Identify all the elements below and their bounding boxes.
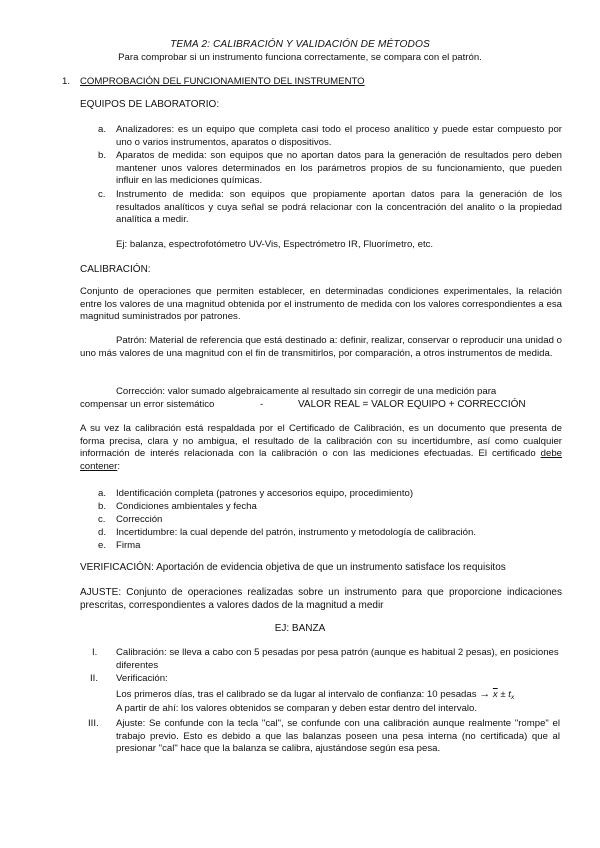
example-item-line2: A partir de ahí: los valores obtenidos se comparan y deben estar dentro del intervalo. bbox=[116, 703, 478, 714]
t-subscript: x bbox=[510, 694, 515, 701]
correccion-dash: - bbox=[260, 399, 264, 410]
verificacion-paragraph: VERIFICACIÓN: Aportación de evidencia objetiva de que un instrumento satisface los requisitos bbox=[80, 562, 506, 573]
example-item: Calibración: se lleva a cabo con 5 pesadas por pesa patrón (aunque es habitual 2 pesas), en posiciones diferentes bbox=[116, 647, 559, 671]
list-marker: b. bbox=[98, 501, 107, 512]
patron-paragraph: Patrón: Material de referencia que está destinado a: definir, realizar, conservar o reproducir una unidad o uno más valores de una magnitud con el fin de transmitirlos, por comparación, a otros instrumentos de medida. bbox=[80, 335, 562, 359]
list-marker: c. bbox=[98, 189, 106, 200]
example-heading: EJ: BANZA bbox=[274, 623, 326, 634]
correccion-paragraph: Corrección: valor sumado algebraicamente al resultado sin corregir de una medición para bbox=[116, 386, 497, 397]
list-item: Analizadores: es un equipo que completa casi todo el proceso analítico y puede estar compuesto por uno o varios instrumentos, aparatos o dispositivos. bbox=[116, 124, 562, 148]
certificado-underlined: debe contener bbox=[80, 448, 562, 472]
example-item-label: Verificación: bbox=[116, 673, 168, 684]
t-symbol: t bbox=[508, 689, 511, 700]
calibracion-heading: CALIBRACIÓN: bbox=[80, 264, 151, 275]
list-item: Aparatos de medida: son equipos que no aportan datos para la generación de resultados pero deben mantener unos valores determinados en los parámetros propios de su funcionamiento, que pueden influir en las mediciones químicas. bbox=[116, 150, 562, 187]
arrow-icon: → bbox=[479, 688, 491, 700]
list-marker: d. bbox=[98, 527, 107, 538]
example-item: Ajuste: Se confunde con la tecla "cal", se confunde con una calibración aunque realmente "rompe" el trabajo previo. Esto es debido a que las balanzas poseen una pesa interna (no certificada) que al presionar "cal" hace que la balanza se calibra, ajustándose según esa pesa. bbox=[116, 718, 560, 755]
list-marker: a. bbox=[98, 488, 107, 499]
example-text: Ej: balanza, espectrofotómetro UV-Vis, Espectrómetro IR, Fluorímetro, etc. bbox=[116, 239, 434, 250]
list-marker: e. bbox=[98, 540, 107, 551]
page-subtitle: Para comprobar si un instrumento funciona correctamente, se compara con el patrón. bbox=[118, 52, 482, 63]
interval-text: Los primeros días, tras el calibrado se da lugar al intervalo de confianza: 10 pesadas bbox=[116, 689, 477, 700]
roman-marker: III. bbox=[88, 718, 99, 729]
list-item: Corrección bbox=[116, 514, 163, 525]
section-number: 1. bbox=[62, 76, 71, 87]
list-item: Incertidumbre: la cual depende del patrón, instrumento y metodología de calibración. bbox=[116, 527, 476, 538]
certificado-paragraph bbox=[80, 423, 562, 473]
plus-minus-symbol: ± bbox=[500, 689, 506, 700]
list-item: Identificación completa (patrones y accesorios equipo, procedimiento) bbox=[116, 488, 414, 499]
page-title: TEMA 2: CALIBRACIÓN Y VALIDACIÓN DE MÉTODOS bbox=[170, 39, 430, 50]
certificado-text: A su vez la calibración está respaldada por el Certificado de Calibración, es un documento que presenta de forma precisa, clara y no ambigua, el resultado de la calibración con su incertidumbre, así como cualquier información de interés relacionada con la calibración o con las mediciones efectuadas. El certificado bbox=[80, 423, 562, 460]
list-item: Firma bbox=[116, 540, 141, 551]
list-item: Instrumento de medida: son equipos que propiamente aportan datos para la generación de los resultados analíticos y cuya señal se podrá relacionar con la concentración del analito o la propiedad analítica a medir. bbox=[116, 189, 562, 226]
ajuste-paragraph: AJUSTE: Conjunto de operaciones realizadas sobre un instrumento para que proporcione indicaciones prescritas, correspondientes a valores dados de la magnitud a medir bbox=[80, 587, 562, 611]
roman-marker: II. bbox=[90, 673, 98, 684]
list-marker: a. bbox=[98, 124, 107, 135]
calibracion-definition: Conjunto de operaciones que permiten establecer, en determinadas condiciones experimentales, la relación entre los valores de una magnitud obtenida por el instrumento de medida con los valores correspondientes a esa magnitud suministrados por patrones. bbox=[80, 286, 562, 323]
roman-marker: I. bbox=[92, 647, 98, 658]
section-heading: COMPROBACIÓN DEL FUNCIONAMIENTO DEL INSTRUMENTO bbox=[80, 76, 365, 87]
list-marker: c. bbox=[98, 514, 106, 525]
certificado-colon: : bbox=[117, 460, 121, 472]
list-item: Condiciones ambientales y fecha bbox=[116, 501, 257, 512]
equipos-heading: EQUIPOS DE LABORATORIO: bbox=[80, 99, 220, 110]
correccion-formula: VALOR REAL = VALOR EQUIPO + CORRECCIÓN bbox=[298, 399, 526, 410]
correccion-continuation: compensar un error sistemático bbox=[80, 399, 215, 410]
mean-symbol: $\overline{x}$ bbox=[492, 689, 498, 700]
list-marker: b. bbox=[98, 150, 107, 161]
